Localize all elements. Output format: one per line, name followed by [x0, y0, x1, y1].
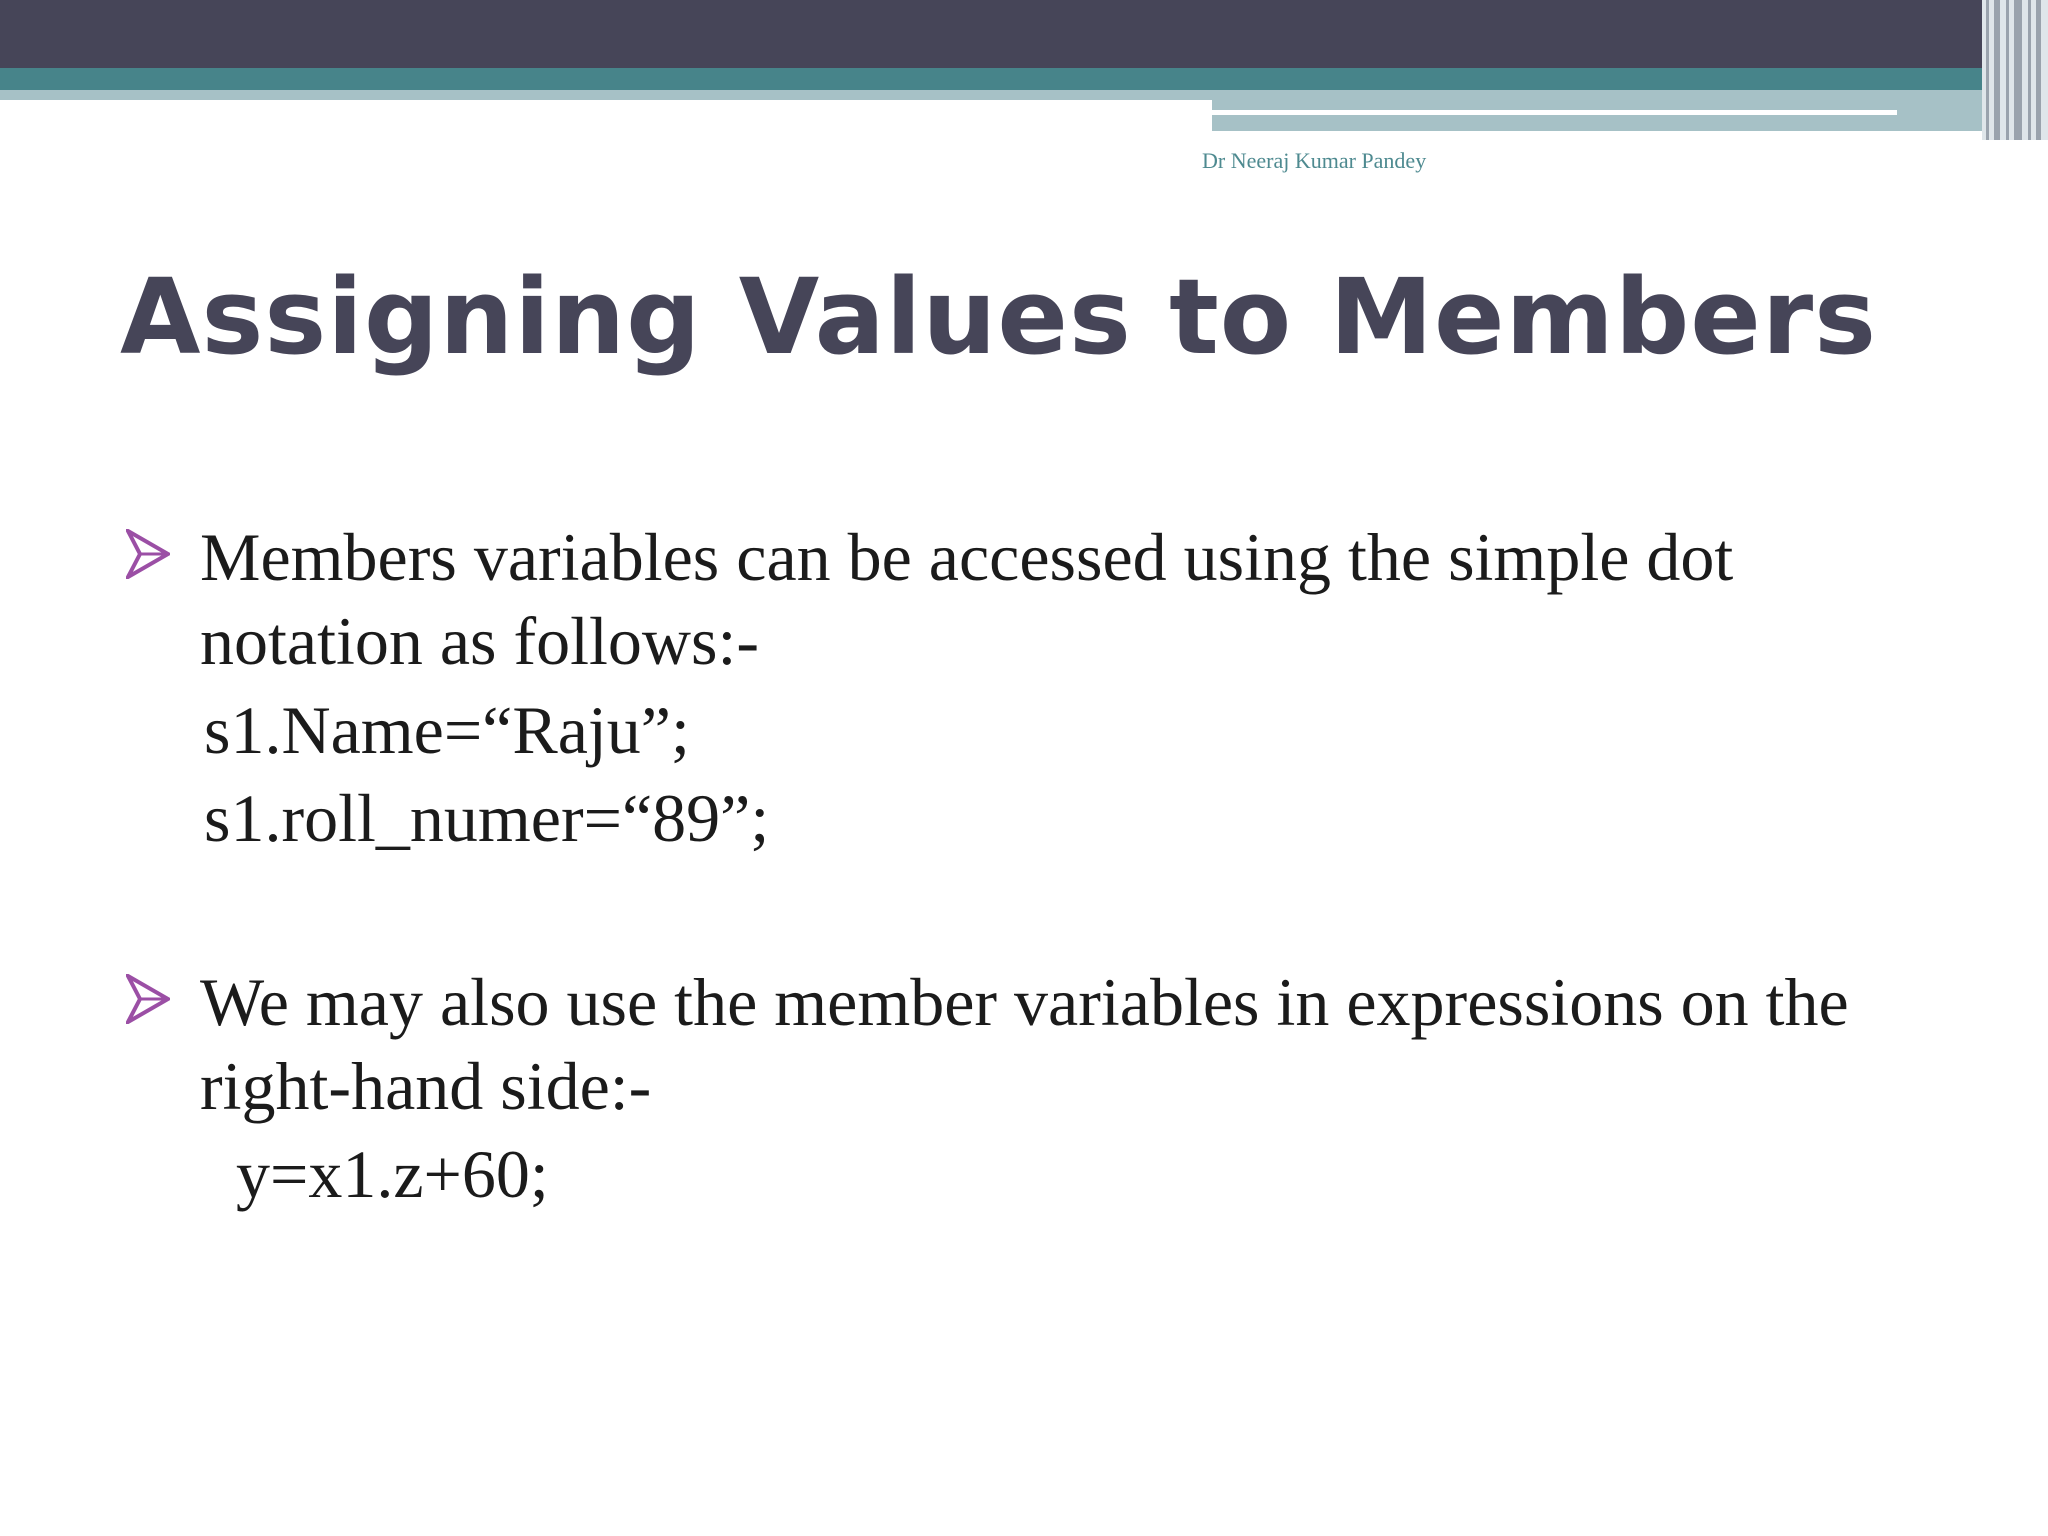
bullet-text: We may also use the member variables in expressions on the right-hand side:- — [200, 964, 1849, 1124]
header-teal-band — [0, 68, 2048, 90]
stripe — [2028, 0, 2031, 140]
author-name: Dr Neeraj Kumar Pandey — [1202, 148, 1427, 173]
code-line: s1.Name=“Raju”; — [204, 692, 690, 768]
bullet-text: Members variables can be accessed using the simple dot notation as follows:- — [200, 519, 1734, 679]
stripe — [1994, 0, 2000, 140]
code-line: s1.roll_numer=“89”; — [204, 780, 770, 856]
header-stripe-decoration — [1982, 0, 2048, 140]
header-white-block — [1652, 131, 2007, 143]
header-white-line — [1212, 110, 1897, 115]
slide-title: Assigning Values to Members — [120, 256, 1878, 378]
arrow-bullet-icon — [126, 529, 170, 579]
arrow-bullet-icon — [126, 974, 170, 1024]
stripe — [2014, 0, 2022, 140]
stripe — [2006, 0, 2009, 140]
stripe — [1986, 0, 1989, 140]
code-line: y=x1.z+60; — [236, 1136, 549, 1212]
header-dark-band — [0, 0, 2048, 68]
header-light-band-left — [0, 90, 1212, 100]
stripe — [2036, 0, 2041, 140]
